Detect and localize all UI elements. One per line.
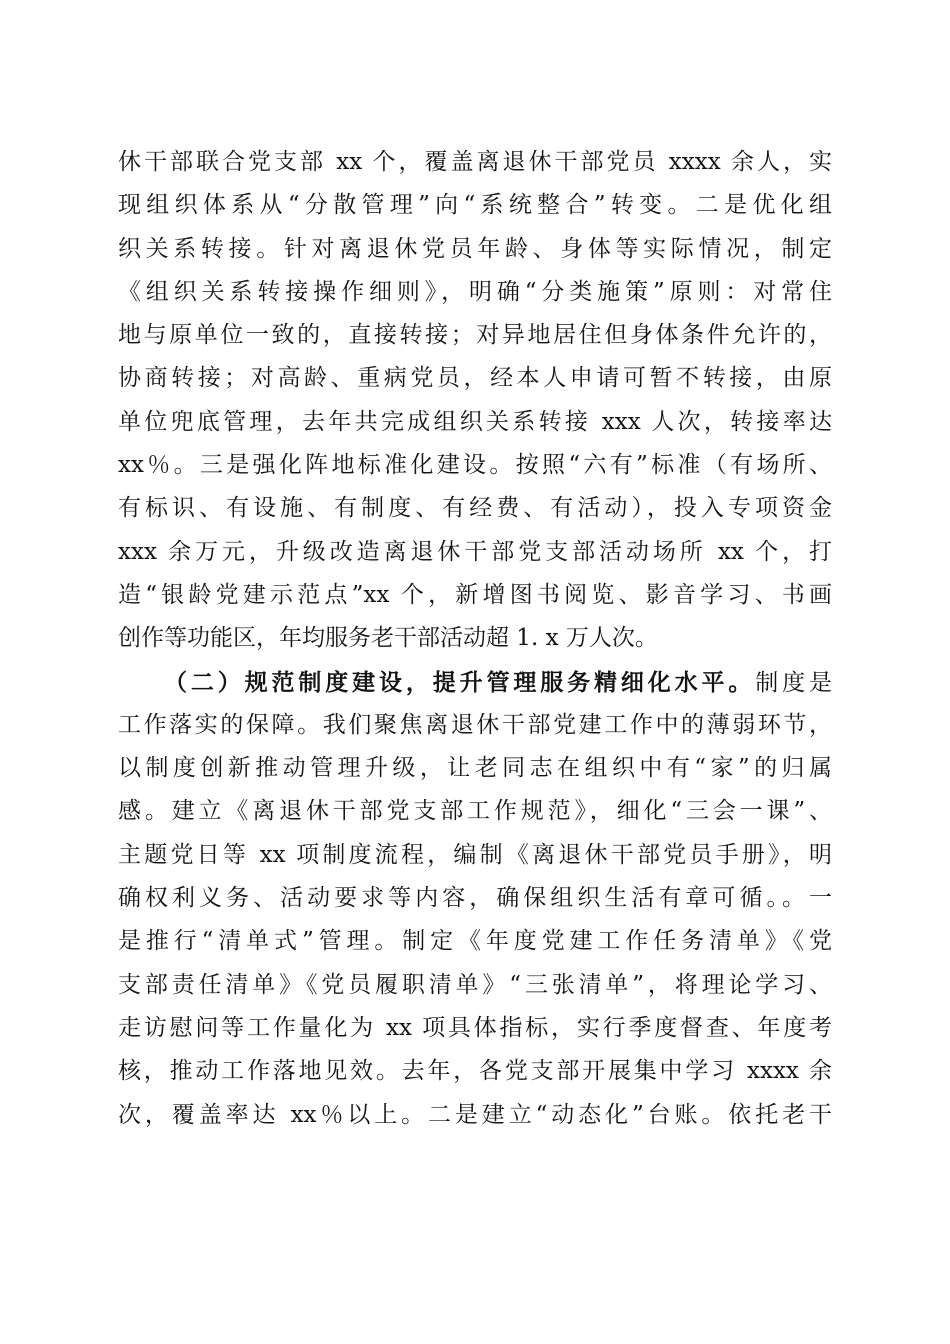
- paragraph-line: xxx 余万元，升级改造离退休干部党支部活动场所 xx 个，打: [118, 538, 832, 565]
- paragraph-line: 单位兜底管理，去年共完成组织关系转接 xxx 人次，转接率达: [118, 408, 832, 435]
- paragraph-line: 主题党日等 xx 项制度流程，编制《离退休干部党员手册》，明: [118, 841, 832, 868]
- paragraph-line: 确权利义务、活动要求等内容，确保组织生活有章可循。。一: [118, 885, 832, 912]
- paragraph-line: 造“银龄党建示范点”xx 个，新增图书阅览、影音学习、书画: [118, 581, 832, 608]
- paragraph-line: 是推行“清单式”管理。制定《年度党建工作任务清单》《党: [118, 928, 832, 955]
- section-heading-line: [118, 661, 832, 704]
- paragraph-1: [118, 141, 832, 661]
- paragraph-line: 核，推动工作落地见效。去年，各党支部开展集中学习 xxxx 余: [118, 1058, 832, 1085]
- paragraph-line: 《组织关系转接操作细则》，明确“分类施策”原则：对常住: [118, 278, 832, 305]
- paragraph-line: 现组织体系从“分散管理”向“系统整合”转变。二是优化组: [118, 192, 832, 219]
- paragraph-line: 感。建立《离退休干部党支部工作规范》，细化“三会一课”、: [118, 798, 832, 825]
- paragraph-2: [118, 661, 832, 1137]
- paragraph-line: 织关系转接。针对离退休党员年龄、身体等实际情况，制定: [118, 235, 832, 262]
- paragraph-line: 走访慰问等工作量化为 xx 项具体指标，实行季度督查、年度考: [118, 1014, 832, 1041]
- paragraph-line: 创作等功能区，年均服务老干部活动超 1. x 万人次。: [118, 625, 658, 652]
- paragraph-line: 有标识、有设施、有制度、有经费、有活动），投入专项资金: [118, 495, 832, 522]
- section-heading: （二）规范制度建设，提升管理服务精细化水平。: [164, 668, 756, 696]
- paragraph-line: 地与原单位一致的，直接转接；对异地居住但身体条件允许的，: [118, 322, 832, 349]
- paragraph-line: 次，覆盖率达 xx％以上。二是建立“动态化”台账。依托老干: [118, 1101, 832, 1128]
- paragraph-line: 协商转接；对高龄、重病党员，经本人申请可暂不转接，由原: [118, 365, 832, 392]
- body-text: [118, 141, 832, 1137]
- paragraph-line: 工作落实的保障。我们聚焦离退休干部党建工作中的薄弱环节，: [118, 711, 832, 738]
- paragraph-line: 以制度创新推动管理升级，让老同志在组织中有“家”的归属: [118, 755, 832, 782]
- heading-line-rest: 制度是: [755, 669, 832, 696]
- paragraph-line: 支部责任清单》《党员履职清单》“三张清单”，将理论学习、: [118, 971, 832, 998]
- paragraph-line: xx％。三是强化阵地标准化建设。按照“六有”标准（有场所、: [118, 452, 832, 479]
- paragraph-line: 休干部联合党支部 xx 个，覆盖离退休干部党员 xxxx 余人，实: [118, 149, 832, 175]
